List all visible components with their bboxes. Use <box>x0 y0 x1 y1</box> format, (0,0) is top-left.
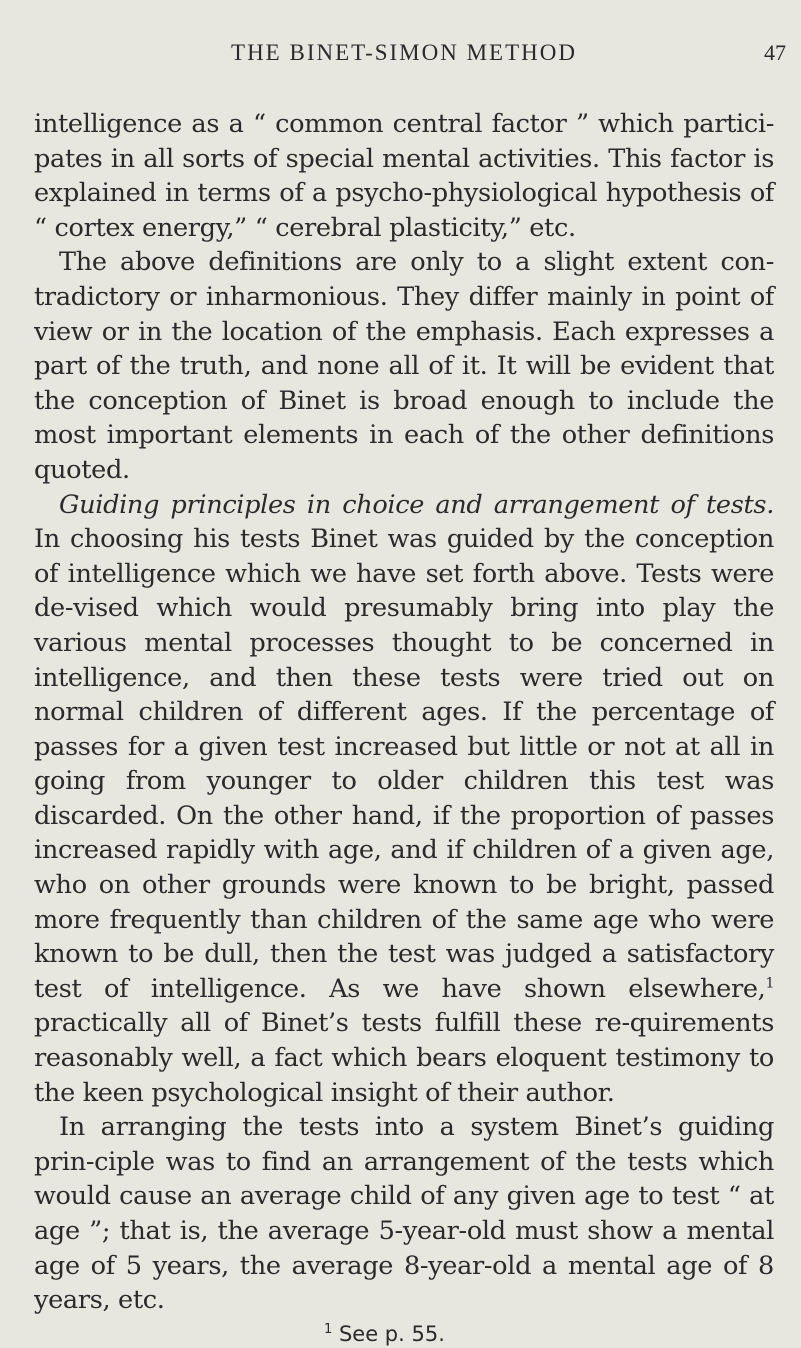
footnote-text: See p. 55. <box>332 1321 445 1346</box>
paragraph-guiding-principles <box>34 488 774 1111</box>
body-text <box>34 107 774 1318</box>
page-number: 47 <box>764 40 786 65</box>
running-title: THE BINET-SIMON METHOD <box>231 40 577 65</box>
paragraph-continued: intelligence as a “ common central factor ” which partici-pates in all sorts of special mental activities. This factor is explained in terms of a psycho-physiological hypothesis of “ cortex energy,” “ cerebral plasticity,” etc. <box>34 109 774 243</box>
running-head <box>34 40 786 80</box>
paragraph-text: In choosing his tests Binet was guided by the conception of intelligence which we have set forth above. Tests were de-vised which would presumably bring into play the various mental processes thought to be concerned in intelligence, and then these tests were tried out on normal children of different ages. If the percentage of passes for a given test increased but little or not at all in going from younger to older children this test was discarded. On the other hand, if the proportion of passes increased rapidly with age, and if children of a given age, who on other grounds were known to be bright, passed more frequently than children of the same age who were known to be dull, then the test was judged a satisfactory test of intelligence. As we have shown elsewhere, <box>34 524 774 1004</box>
paragraph-definitions: The above definitions are only to a slight extent con-tradictory or inharmonious. They differ mainly in point of view or in the location of the emphasis. Each expresses a part of the truth, and none all of it. It will be evident that the conception of Binet is broad enough to include the most important elements in each of the other definitions quoted. <box>34 247 774 485</box>
footnote-reference: 1 <box>765 975 774 992</box>
paragraph-arrangement: In arranging the tests into a system Binet’s guiding prin-ciple was to find an arrangement of the tests which would cause an average child of any given age to test “ at age ”; that is, the average 5-year-old must show a mental age of 5 years, the average 8-year-old a mental age of 8 years, etc. <box>34 1112 774 1316</box>
footnote <box>34 1320 774 1348</box>
section-run-in-heading: Guiding principles in choice and arrangement of tests. <box>59 489 774 520</box>
book-page <box>34 40 786 1348</box>
footnote-marker: 1 <box>324 1321 333 1337</box>
paragraph-text: practically all of Binet’s tests fulfill these re-quirements reasonably well, a fact which bears eloquent testimony to the keen psychological insight of their author. <box>34 1008 774 1108</box>
